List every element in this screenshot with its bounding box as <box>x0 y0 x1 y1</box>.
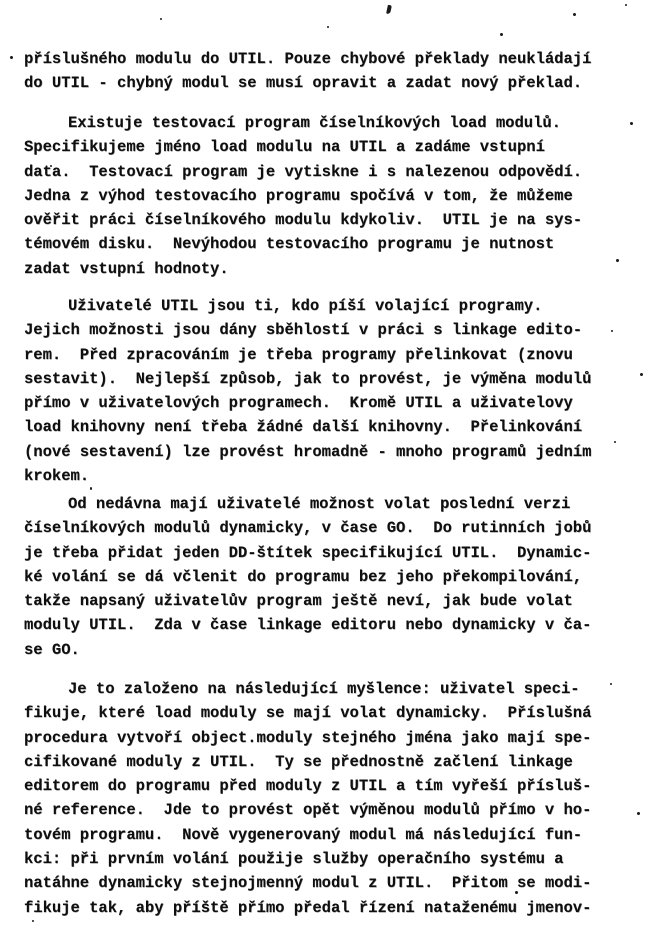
text-line: load knihovny není třeba žádné další knihovny. Přelinkování <box>24 418 583 437</box>
text-line: zadat vstupní hodnoty. <box>24 259 229 278</box>
text-line: kci: při prvním volání použije služby operačního systému a <box>24 850 564 869</box>
text-line: témovém disku. Nevýhodou testovacího programu je nutnost <box>24 235 555 254</box>
text-line: krokem. <box>24 467 90 486</box>
scan-speck <box>625 4 627 6</box>
text-line: přímo v uživatelových programech. Kromě UTIL a uživatelovy <box>24 394 573 413</box>
scan-mark-apostrophe <box>386 5 392 15</box>
text-line: příslušného modulu do UTIL. Pouze chybové překlady neukládají <box>24 50 592 68</box>
text-line: Jejich možnosti jsou dány sběhlostí v práci s linkage edito- <box>24 321 583 340</box>
text-line: číselníkových modulů dynamicky, v čase GO. Do rutinních jobů <box>24 519 592 538</box>
text-line: data. Testovací program je vytiskne i s nalezenou odpovědí. <box>24 162 583 181</box>
text-line: moduly UTIL. Zda v čase linkage editoru nebo dynamicky v ča- <box>24 616 592 635</box>
scan-speck <box>10 56 13 59</box>
scan-speck <box>500 33 503 36</box>
scan-speck <box>573 13 576 16</box>
text-line: ověřit práci číselníkového modulu kdykoliv. UTIL je na sys- <box>24 211 583 230</box>
scan-speck <box>160 18 162 20</box>
paragraph <box>24 47 634 96</box>
text-line: do UTIL - chybný modul se musí opravit a zadat nový překlad. <box>24 74 583 93</box>
text-line: rem. Před zpracováním je třeba programy přelinkovat (znovu <box>24 345 573 364</box>
text-line: se GO. <box>24 640 80 659</box>
text-line: fikuje, které load moduly se mají volat dynamicky. Příslušná <box>24 704 592 723</box>
text-line: Jedna z výhod testovacího programu spočívá v tom, že můžeme <box>24 186 573 205</box>
scan-speck <box>32 920 34 922</box>
text-line: procedura vytvoří object.moduly stejného jména jako mají spe- <box>24 728 592 747</box>
paragraph <box>24 677 634 920</box>
text-line: tovém programu. Nově vygenerovaný modul má následující fun- <box>24 825 583 844</box>
text-line: Uživatelé UTIL jsou ti, kdo píší volající programy. <box>68 297 543 315</box>
text-line: Je to založeno na následující myšlence: uživatel speci- <box>68 680 580 698</box>
paragraph <box>24 111 634 281</box>
scan-speck <box>637 812 640 815</box>
text-line: né reference. Jde to provést opět výměnou modulů přímo v ho- <box>24 801 592 820</box>
text-line: ké volání se dá včlenit do programu bez jeho překompilování, <box>24 567 583 586</box>
paragraph <box>24 492 634 662</box>
text-line: Specifikujeme jméno load modulu na UTIL a zadáme vstupní <box>24 138 545 157</box>
text-line: fikuje tak, aby příště přímo předal řízení nataženému jmenov- <box>24 898 592 917</box>
text-line: je třeba přidat jeden DD-štítek specifikující UTIL. Dynamic- <box>24 543 592 562</box>
scan-speck <box>327 26 329 28</box>
text-line: Od nedávna mají uživatelé možnost volat poslední verzi <box>68 495 571 513</box>
text-line: takže napsaný uživatelův program ještě neví, jak bude volat <box>24 592 573 611</box>
text-line: natáhne dynamicky stejnojmenný modul z UTIL. Přitom se modi- <box>24 874 592 893</box>
text-line: Existuje testovací program číselníkových load modulů. <box>68 114 561 132</box>
text-line: editorem do programu před moduly z UTIL a tím vyřeší přísluš- <box>24 777 592 796</box>
text-line: cifikované moduly z UTIL. Ty se přednostně začlení linkage <box>24 752 573 771</box>
text-line: sestavit). Nejlepší způsob, jak to provést, je výměna modulů <box>24 369 592 388</box>
scan-speck <box>640 373 643 376</box>
text-line: (nové sestavení) lze provést hromadně - mnoho programů jedním <box>24 442 592 461</box>
paragraph <box>24 294 634 488</box>
